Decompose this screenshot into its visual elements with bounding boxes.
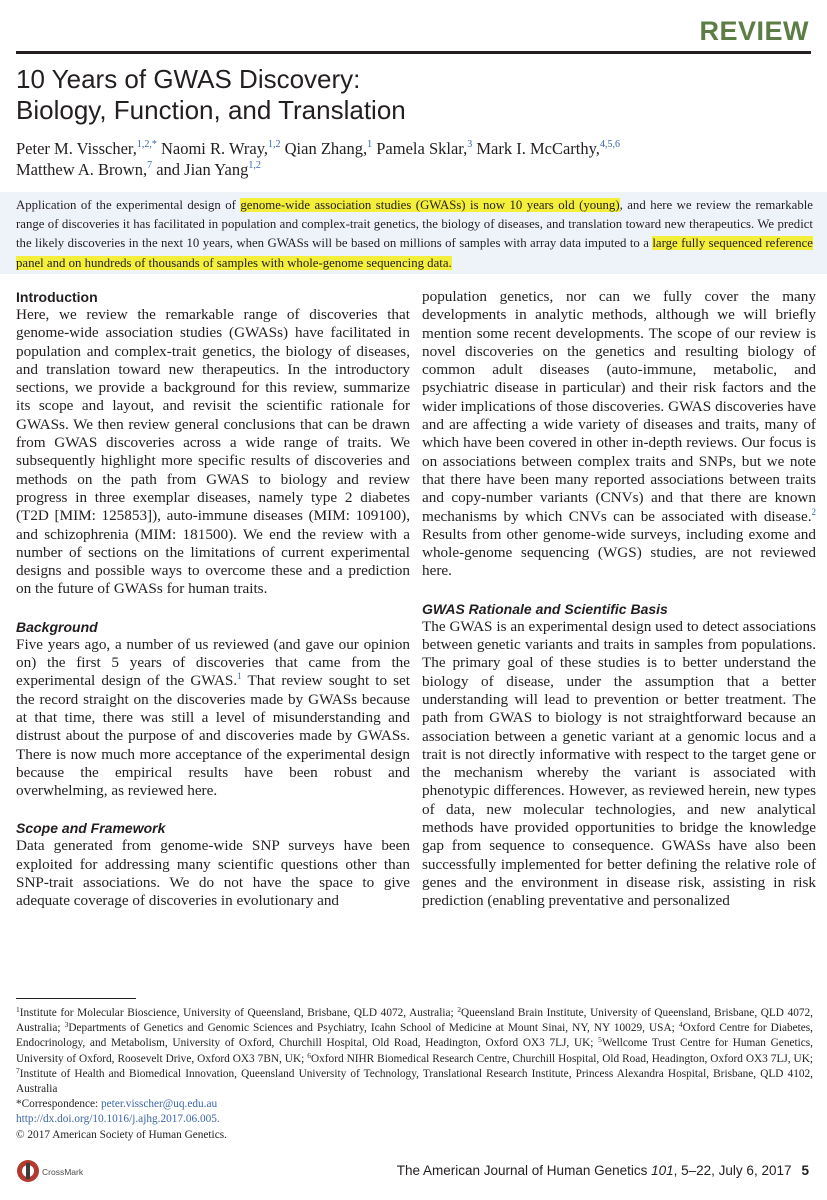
header-rule [16, 51, 811, 54]
highlight: genome-wide association studies (GWASs) is now 10 years old (young) [240, 198, 620, 212]
abstract: Application of the experimental design of genome-wide association studies (GWASs) is now 10 years old (young), and here we review the remarkable range of discoveries it has facilitated in population and complex-trait genetics, the biology of diseases, and translation toward new therapeutics. We predict the likely discoveries in the next 10 years, when GWASs will be based on millions of samples with array data imputed to a large fully sequenced reference panel and on hundreds of thousands of samples with whole-genome sequencing data. [16, 198, 813, 270]
title-line-2: Biology, Function, and Translation [16, 95, 406, 125]
volume: 101 [651, 1163, 674, 1178]
author: Qian Zhang,$^1$ [284, 139, 373, 158]
left-column [16, 288, 410, 911]
correspondence: *Correspondence: peter.visscher@uq.edu.au [16, 1098, 218, 1111]
author-list [16, 138, 806, 180]
paragraph-scope: Data generated from genome-wide SNP surveys have been exploited for addressing many scientific questions other than SNP-trait associations. We do not have the space to give adequate coverage of discoveries in evolutionary and [16, 837, 410, 910]
reference-link[interactable]: 1 [237, 671, 242, 682]
journal-footer [397, 1163, 809, 1178]
paragraph-rationale: The GWAS is an experimental design used to detect associations between genetic variants and traits in samples from populations. The primary goal of these studies is to better understand the biology of disease, under the assumption that a better understanding will lead to prevention or better treatment. The path from GWAS to biology is not straightforward because an association between a genetic variant at a genomic locus and a trait is not directly informative with respect to the target gene or the mechanism whereby the variant is associated with phenotypic differences. However, as reviewed herein, new types of data, new molecular technologies, and new analytical methods have provided opportunities to bridge the knowledge gap from sequence to consequence. GWASs have also been successfully implemented for better defining the relative role of genes and the environment in disease risk, assisting in risk prediction (enabling preventative and personalized [422, 617, 816, 910]
footnote-rule [16, 998, 136, 999]
highlight: large fully sequenced reference panel and on hundreds of thousands of samples with whole-genome sequencing data. [16, 236, 813, 270]
issue-date: , 5–22, July 6, 2017 [673, 1163, 792, 1178]
section-heading-rationale: GWAS Rationale and Scientific Basis [422, 600, 668, 617]
section-heading-scope: Scope and Framework [16, 820, 166, 837]
paragraph-scope-continued: population genetics, nor can we fully cover the many developments in analytic methods, although we will briefly mention some recent developments. The scope of our review is novel discoveries on the genetics and resulting biology of common adult diseases (auto-immune, metabolic, and psychiatric disease in particular) and their risk factors and the wider implications of those discoveries. GWAS discoveries have and are affecting a wide variety of diseases and traits, many of which have been covered in other in-depth reviews. Our focus is on associations between complex traits and SNPs, but we note that there have been many reported associations between traits and copy-number variants (CNVs) and that there are known mechanisms by which CNVs can be associated with disease.$^2$ Results from other genome-wide surveys, including exome and whole-genome sequencing (WGS) studies, are not reviewed here. [422, 288, 816, 580]
footnotes [16, 1006, 813, 1143]
paragraph-background: Five years ago, a number of us reviewed (and gave our opinion on) the first 5 years of discoveries that came from the experimental design of the GWAS.$^1$ That review sought to set the record straight on the discoveries made by GWASs because at that time, there was still a level of misunderstanding and distrust about the purpose of and discoveries made by GWASs. There is now much more acceptance of the experimental design because the empirical results have been robust and overwhelming, as reviewed here. [16, 635, 410, 800]
correspondence-email-link[interactable]: peter.visscher@uq.edu.au [101, 1098, 218, 1111]
crossmark-icon [16, 1158, 96, 1184]
section-label: REVIEW [699, 16, 809, 46]
page-number: 5 [801, 1163, 809, 1178]
section-heading-background: Background [16, 618, 98, 635]
title-line-1: 10 Years of GWAS Discovery: [16, 64, 361, 94]
copyright: © 2017 American Society of Human Genetics. [16, 1128, 227, 1141]
crossmark-label: CrossMark [42, 1167, 84, 1177]
author: Matthew A. Brown,$^7$ [16, 160, 153, 179]
author: Naomi R. Wray,$^{1,2}$ [160, 139, 281, 158]
journal-name: The American Journal of Human Genetics [396, 1163, 652, 1178]
author: Peter M. Visscher,$^{1,2,*}$ [16, 139, 157, 158]
doi-link[interactable]: http://dx.doi.org/10.1016/j.ajhg.2017.06.005. [16, 1113, 220, 1126]
author: Mark I. McCarthy,$^{4,5,6}$ [476, 139, 620, 158]
paragraph-introduction: Here, we review the remarkable range of discoveries that genome-wide association studies (GWASs) have facilitated in population and complex-trait genetics, the biology of diseases, and translation toward new therapeutics. In the introductory sections, we provide a background for this review, summarize its scope and layout, and revisit the scientific rationale for GWASs. We then review general conclusions that can be drawn from GWAS discoveries across a wide range of traits. We subsequently highlight more specific results of discoveries and methods on the path from GWAS to biology and review progress in three exemplar diseases, namely type 2 diabetes (T2D [MIM: 125853]), auto-immune diseases (MIM: 109100), and schizophrenia (MIM: 181500). We end the review with a number of sections on the limitations of current experimental designs and possible ways to overcome these and a prediction on the future of GWASs for human traits. [16, 306, 410, 598]
section-heading-introduction: Introduction [16, 289, 98, 305]
reference-link[interactable]: 2 [811, 506, 816, 517]
author: and Jian Yang$^{1,2}$ [156, 160, 261, 179]
right-column [422, 288, 816, 911]
author: Pamela Sklar,$^3$ [376, 139, 473, 158]
article-title [16, 64, 716, 126]
crossmark-badge[interactable] [16, 1158, 96, 1184]
affiliations: $^1$Institute for Molecular Bioscience, University of Queensland, Brisbane, QLD 4072, Australia; $^2$Queensland Brain Institute, University of Queensland, Brisbane, QLD 4072, Australia; $^3$Departments of Genetics and Genomic Sciences and Psychiatry, Icahn School of Medicine at Mount Sinai, NY, NY 10029, USA; $^4$Oxford Centre for Diabetes, Endocrinology, and Metabolism, University of Oxford, Churchill Hospital, Old Road, Headington, Oxford OX3 7LJ, UK; $^5$Wellcome Trust Centre for Human Genetics, University of Oxford, Roosevelt Drive, Oxford OX3 7BN, UK; $^6$Oxford NIHR Biomedical Research Centre, Churchill Hospital, Old Road, Headington, Oxford OX3 7LJ, UK; $^7$Institute of Health and Biomedical Innovation, Queensland University of Technology, Translational Research Institute, Princess Alexandra Hospital, Brisbane, QLD 4102, Australia [16, 1005, 814, 1096]
